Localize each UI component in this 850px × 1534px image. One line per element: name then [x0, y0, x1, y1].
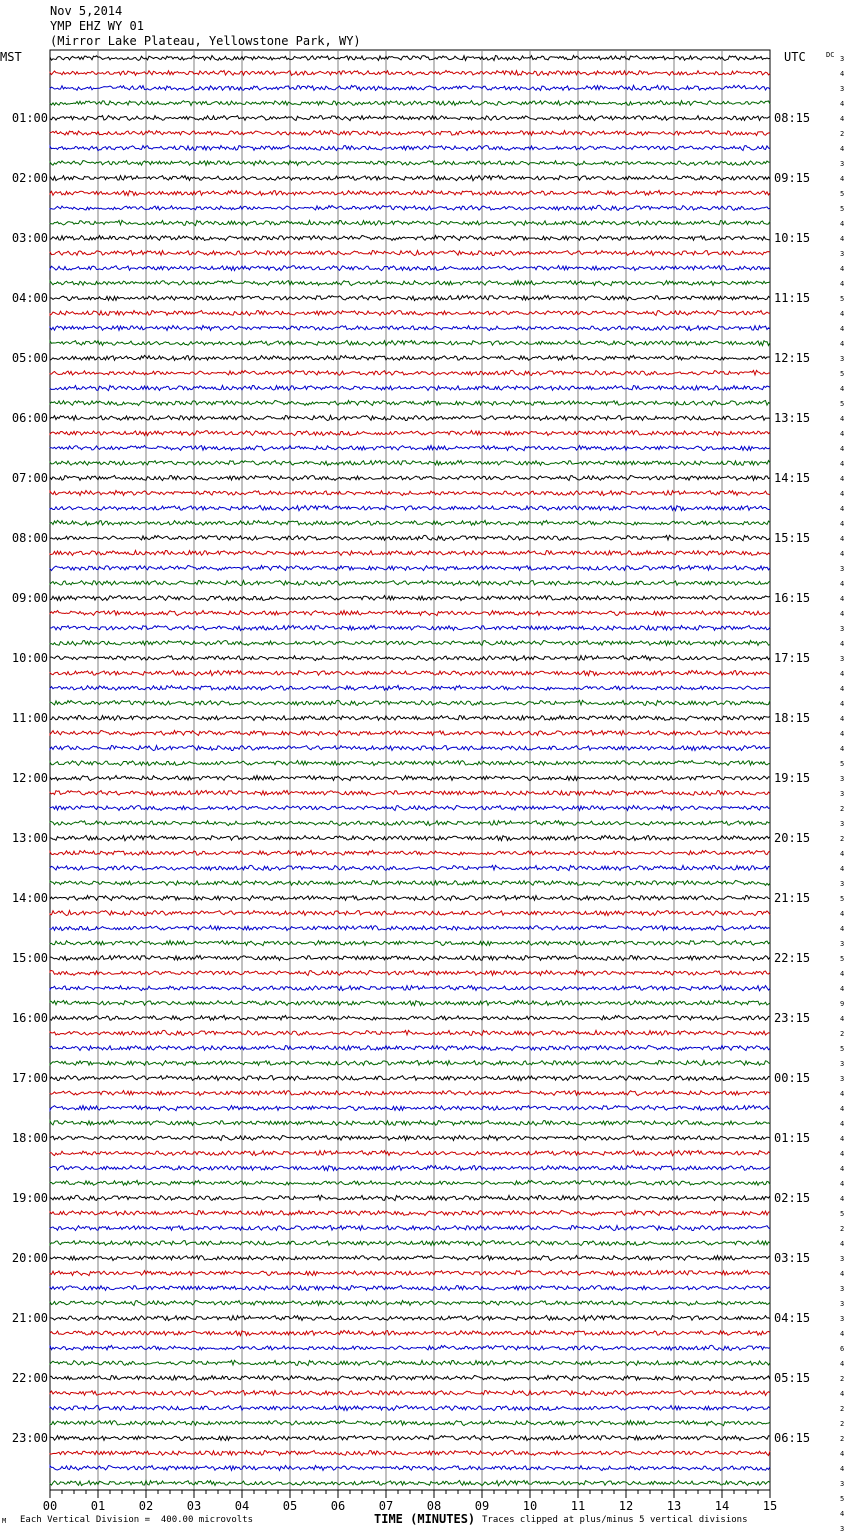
trace-line: [50, 266, 770, 271]
dc-offset-value: 4: [840, 1180, 845, 1188]
right-hour-label: 11:15: [774, 291, 811, 305]
trace-line: [50, 506, 770, 511]
dc-offset-value: 4: [840, 1165, 845, 1173]
trace-line: [50, 131, 770, 136]
right-hour-label: 20:15: [774, 831, 811, 845]
dc-offset-value: 4: [840, 730, 845, 738]
x-tick-label: 11: [570, 1499, 586, 1513]
dc-offset-value: 4: [840, 1105, 845, 1113]
left-hour-label: 22:00: [11, 1371, 48, 1385]
dc-offset-value: 4: [840, 100, 845, 108]
trace-line: [50, 295, 770, 300]
dc-offset-value: 5: [840, 205, 845, 213]
left-hour-label: 02:00: [11, 171, 48, 185]
dc-offset-value: 4: [840, 970, 845, 978]
trace-line: [50, 1015, 770, 1020]
dc-offset-value: 2: [840, 1420, 845, 1428]
trace-line: [50, 1241, 770, 1246]
dc-offset-value: 5: [840, 1045, 845, 1053]
dc-offset-value: 2: [840, 835, 845, 843]
trace-line: [50, 176, 770, 181]
dc-offset-value: 4: [840, 415, 845, 423]
x-tick-label: 15: [762, 1499, 778, 1513]
dc-offset-value: 4: [840, 1195, 845, 1203]
trace-line: [50, 401, 770, 406]
x-tick-label: 10: [522, 1499, 538, 1513]
right-hour-label: 17:15: [774, 651, 811, 665]
dc-offset-value: 4: [840, 520, 845, 528]
trace-line: [50, 1151, 770, 1156]
trace-line: [50, 700, 770, 705]
trace-line: [50, 236, 770, 241]
trace-line: [50, 56, 770, 61]
dc-offset-value: 5: [840, 400, 845, 408]
station-location: (Mirror Lake Plateau, Yellowstone Park, WY): [50, 34, 361, 48]
trace-line: [50, 70, 770, 75]
dc-offset-value: 4: [840, 475, 845, 483]
trace-line: [50, 146, 770, 151]
trace-line: [50, 1435, 770, 1440]
dc-offset-value: 3: [840, 940, 845, 948]
right-hour-label: 22:15: [774, 951, 811, 965]
dc-offset-value: 3: [840, 790, 845, 798]
right-hour-label: 14:15: [774, 471, 811, 485]
right-hour-label: 21:15: [774, 891, 811, 905]
dc-offset-value: 3: [840, 1480, 845, 1488]
left-hour-label: 17:00: [11, 1071, 48, 1085]
left-hour-label: 18:00: [11, 1131, 48, 1145]
dc-offset-value: 4: [840, 1270, 845, 1278]
left-hour-label: 06:00: [11, 411, 48, 425]
trace-line: [50, 1360, 770, 1365]
dc-offset-value: 3: [840, 880, 845, 888]
trace-line: [50, 776, 770, 781]
trace-line: [50, 1046, 770, 1051]
trace-line: [50, 1466, 770, 1471]
left-hour-label: 04:00: [11, 291, 48, 305]
trace-line: [50, 941, 770, 946]
x-tick-label: 12: [618, 1499, 634, 1513]
dc-offset-value: 4: [840, 1135, 845, 1143]
left-hour-label: 16:00: [11, 1011, 48, 1025]
trace-line: [50, 251, 770, 256]
trace-line: [50, 881, 770, 886]
dc-offset-value: 3: [840, 625, 845, 633]
left-hour-label: 13:00: [11, 831, 48, 845]
trace-line: [50, 1270, 770, 1275]
right-hour-label: 09:15: [774, 171, 811, 185]
trace-line: [50, 1030, 770, 1035]
right-hour-label: 05:15: [774, 1371, 811, 1385]
dc-offset-value: 4: [840, 340, 845, 348]
x-tick-label: 04: [234, 1499, 250, 1513]
left-hour-label: 20:00: [11, 1251, 48, 1265]
trace-line: [50, 731, 770, 736]
trace-line: [50, 865, 770, 870]
x-tick-label: 00: [42, 1499, 58, 1513]
left-hour-label: 08:00: [11, 531, 48, 545]
dc-offset-value: 4: [840, 745, 845, 753]
dc-offset-value: 4: [840, 925, 845, 933]
dc-offset-value: 4: [840, 430, 845, 438]
station-code: YMP EHZ WY 01: [50, 19, 144, 33]
dc-offset-value: 4: [840, 1450, 845, 1458]
x-tick-label: 06: [330, 1499, 346, 1513]
trace-line: [50, 1451, 770, 1456]
trace-line: [50, 955, 770, 960]
trace-line: [50, 835, 770, 840]
dc-offset-value: 3: [840, 55, 845, 63]
traces-group: [50, 56, 770, 1486]
dc-offset-value: 3: [840, 820, 845, 828]
trace-line: [50, 716, 770, 721]
dc-offset-value: 2: [840, 1435, 845, 1443]
right-hour-label: 08:15: [774, 111, 811, 125]
dc-offset-value: 4: [840, 1150, 845, 1158]
trace-line: [50, 1091, 770, 1096]
dc-offset-value: 3: [840, 1255, 845, 1263]
trace-line: [50, 1256, 770, 1261]
trace-line: [50, 1121, 770, 1126]
dc-offset-value: 4: [840, 280, 845, 288]
dc-offset-value: 4: [840, 1015, 845, 1023]
trace-line: [50, 190, 770, 195]
left-hour-label: 14:00: [11, 891, 48, 905]
trace-line: [50, 446, 770, 451]
trace-line: [50, 1165, 770, 1170]
scale-note: Each Vertical Division = 400.00 microvolts: [20, 1515, 253, 1525]
right-hour-label: 06:15: [774, 1431, 811, 1445]
trace-line: [50, 1330, 770, 1335]
trace-line: [50, 205, 770, 210]
trace-line: [50, 1061, 770, 1066]
trace-line: [50, 1286, 770, 1291]
trace-line: [50, 281, 770, 286]
dc-offset-value: 3: [840, 85, 845, 93]
dc-offset-value: 4: [840, 505, 845, 513]
trace-line: [50, 670, 770, 675]
left-timezone-label: MST: [0, 50, 22, 64]
dc-offset-value: 4: [840, 460, 845, 468]
right-hour-label: 18:15: [774, 711, 811, 725]
dc-offset-value: 4: [840, 310, 845, 318]
dc-offset-value: 5: [840, 895, 845, 903]
dc-offset-value: 4: [840, 235, 845, 243]
left-hour-label: 15:00: [11, 951, 48, 965]
left-hour-label: 01:00: [11, 111, 48, 125]
dc-offset-value: 3: [840, 565, 845, 573]
right-hour-label: 23:15: [774, 1011, 811, 1025]
left-hour-label: 12:00: [11, 771, 48, 785]
dc-offset-value: 4: [840, 610, 845, 618]
dc-offset-value: 2: [840, 805, 845, 813]
dc-offset-value: 4: [840, 175, 845, 183]
dc-offset-value: 4: [840, 1330, 845, 1338]
right-hour-label: 10:15: [774, 231, 811, 245]
dc-offset-value: 9: [840, 1000, 845, 1008]
left-hour-label: 21:00: [11, 1311, 48, 1325]
dc-offset-value: 5: [840, 1495, 845, 1503]
trace-line: [50, 1000, 770, 1005]
trace-line: [50, 1406, 770, 1411]
dc-offset-value: 4: [840, 850, 845, 858]
dc-offset-value: 4: [840, 550, 845, 558]
dc-offset-value: 4: [840, 910, 845, 918]
trace-line: [50, 641, 770, 646]
dc-offset-value: 5: [840, 760, 845, 768]
right-hour-label: 00:15: [774, 1071, 811, 1085]
trace-line: [50, 821, 770, 826]
left-hour-label: 11:00: [11, 711, 48, 725]
dc-offset-value: 4: [840, 700, 845, 708]
x-tick-label: 14: [714, 1499, 730, 1513]
dc-offset-value: 3: [840, 1075, 845, 1083]
trace-line: [50, 341, 770, 346]
trace-line: [50, 416, 770, 421]
dc-offset-value: 4: [840, 70, 845, 78]
dc-offset-value: 5: [840, 1210, 845, 1218]
dc-offset-value: 5: [840, 955, 845, 963]
trace-line: [50, 806, 770, 811]
trace-line: [50, 460, 770, 465]
trace-line: [50, 385, 770, 390]
left-hour-label: 03:00: [11, 231, 48, 245]
left-hour-label: 09:00: [11, 591, 48, 605]
trace-line: [50, 911, 770, 916]
left-hour-label: 23:00: [11, 1431, 48, 1445]
dc-label: DC: [826, 51, 835, 59]
dc-offset-value: 4: [840, 325, 845, 333]
trace-line: [50, 1195, 770, 1200]
trace-line: [50, 311, 770, 316]
trace-line: [50, 566, 770, 571]
dc-offset-value: 4: [840, 490, 845, 498]
right-hour-label: 16:15: [774, 591, 811, 605]
trace-line: [50, 101, 770, 106]
trace-line: [50, 431, 770, 436]
trace-line: [50, 550, 770, 555]
dc-offset-value: 5: [840, 370, 845, 378]
x-tick-label: 02: [138, 1499, 154, 1513]
dc-offset-value: 4: [840, 580, 845, 588]
trace-line: [50, 326, 770, 331]
dc-offset-value: 4: [840, 640, 845, 648]
left-hour-label: 10:00: [11, 651, 48, 665]
right-hour-label: 12:15: [774, 351, 811, 365]
x-tick-label: 03: [186, 1499, 202, 1513]
right-hour-label: 15:15: [774, 531, 811, 545]
trace-line: [50, 1180, 770, 1185]
dc-offset-value: 4: [840, 985, 845, 993]
trace-line: [50, 790, 770, 795]
trace-line: [50, 1391, 770, 1396]
dc-offset-value: 2: [840, 1225, 845, 1233]
dc-offset-value: 4: [840, 670, 845, 678]
dc-offset-value: 4: [840, 145, 845, 153]
dc-offset-value: 2: [840, 1030, 845, 1038]
trace-line: [50, 476, 770, 481]
trace-line: [50, 581, 770, 586]
dc-offset-value: 4: [840, 1240, 845, 1248]
x-axis-label: TIME (MINUTES): [374, 1512, 476, 1526]
dc-offset-value: 4: [840, 220, 845, 228]
dc-offset-value: 5: [840, 295, 845, 303]
left-hour-label: 19:00: [11, 1191, 48, 1205]
x-tick-label: 13: [666, 1499, 682, 1513]
dc-offset-value: 4: [840, 1465, 845, 1473]
x-tick-label: 08: [426, 1499, 442, 1513]
dc-offset-value: 5: [840, 190, 845, 198]
trace-line: [50, 761, 770, 766]
trace-line: [50, 220, 770, 225]
trace-line: [50, 1376, 770, 1381]
dc-offset-value: 6: [840, 1345, 845, 1353]
dc-offset-value: 2: [840, 130, 845, 138]
corner-mark: M: [2, 1517, 7, 1525]
x-tick-label: 01: [90, 1499, 106, 1513]
trace-line: [50, 986, 770, 991]
dc-offset-value: 3: [840, 160, 845, 168]
trace-line: [50, 85, 770, 90]
trace-line: [50, 520, 770, 525]
dc-offset-value: 4: [840, 715, 845, 723]
clip-note: Traces clipped at plus/minus 5 vertical divisions: [482, 1515, 748, 1525]
dc-offset-value: 3: [840, 1060, 845, 1068]
trace-line: [50, 656, 770, 661]
dc-offset-value: 2: [840, 1405, 845, 1413]
trace-line: [50, 625, 770, 630]
dc-offset-value: 3: [840, 655, 845, 663]
trace-line: [50, 611, 770, 616]
left-hour-label: 07:00: [11, 471, 48, 485]
dc-offset-value: 4: [840, 445, 845, 453]
dc-offset-value: 3: [840, 250, 845, 258]
x-tick-label: 09: [474, 1499, 490, 1513]
right-timezone-label: UTC: [784, 50, 806, 64]
trace-line: [50, 491, 770, 496]
trace-line: [50, 1316, 770, 1321]
dc-offset-value: 3: [840, 1285, 845, 1293]
right-hour-label: 13:15: [774, 411, 811, 425]
trace-line: [50, 1076, 770, 1081]
trace-line: [50, 1481, 770, 1486]
dc-offset-value: 3: [840, 1300, 845, 1308]
trace-line: [50, 596, 770, 601]
dc-offset-value: 2: [840, 1375, 845, 1383]
trace-line: [50, 115, 770, 120]
dc-offset-value: 3: [840, 775, 845, 783]
trace-line: [50, 1226, 770, 1231]
trace-line: [50, 1301, 770, 1306]
dc-offset-value: 4: [840, 865, 845, 873]
trace-line: [50, 1211, 770, 1216]
trace-line: [50, 685, 770, 690]
right-hour-label: 02:15: [774, 1191, 811, 1205]
trace-line: [50, 355, 770, 360]
trace-line: [50, 926, 770, 931]
trace-line: [50, 535, 770, 540]
dc-offset-value: 4: [840, 1510, 845, 1518]
dc-offset-value: 4: [840, 265, 845, 273]
dc-offset-value: 4: [840, 595, 845, 603]
dc-offset-value: 4: [840, 535, 845, 543]
left-hour-label: 05:00: [11, 351, 48, 365]
dc-offset-value: 4: [840, 115, 845, 123]
dc-offset-value: 4: [840, 1090, 845, 1098]
x-tick-label: 07: [378, 1499, 394, 1513]
dc-offset-value: 4: [840, 1390, 845, 1398]
trace-line: [50, 1136, 770, 1141]
right-hour-label: 04:15: [774, 1311, 811, 1325]
trace-line: [50, 746, 770, 751]
dc-offset-value: 3: [840, 1315, 845, 1323]
trace-line: [50, 161, 770, 166]
trace-line: [50, 1421, 770, 1426]
dc-offset-value: 4: [840, 685, 845, 693]
plot-date: Nov 5,2014: [50, 4, 123, 18]
trace-line: [50, 971, 770, 976]
right-hour-label: 19:15: [774, 771, 811, 785]
trace-line: [50, 896, 770, 901]
trace-line: [50, 850, 770, 855]
dc-offset-value: 4: [840, 1360, 845, 1368]
dc-offset-value: 3: [840, 355, 845, 363]
dc-offset-value: 4: [840, 385, 845, 393]
trace-line: [50, 1345, 770, 1350]
right-hour-label: 03:15: [774, 1251, 811, 1265]
dc-offset-value: 3: [840, 1525, 845, 1533]
right-hour-label: 01:15: [774, 1131, 811, 1145]
trace-line: [50, 1105, 770, 1110]
dc-offset-value: 4: [840, 1120, 845, 1128]
trace-line: [50, 370, 770, 375]
x-tick-label: 05: [282, 1499, 298, 1513]
